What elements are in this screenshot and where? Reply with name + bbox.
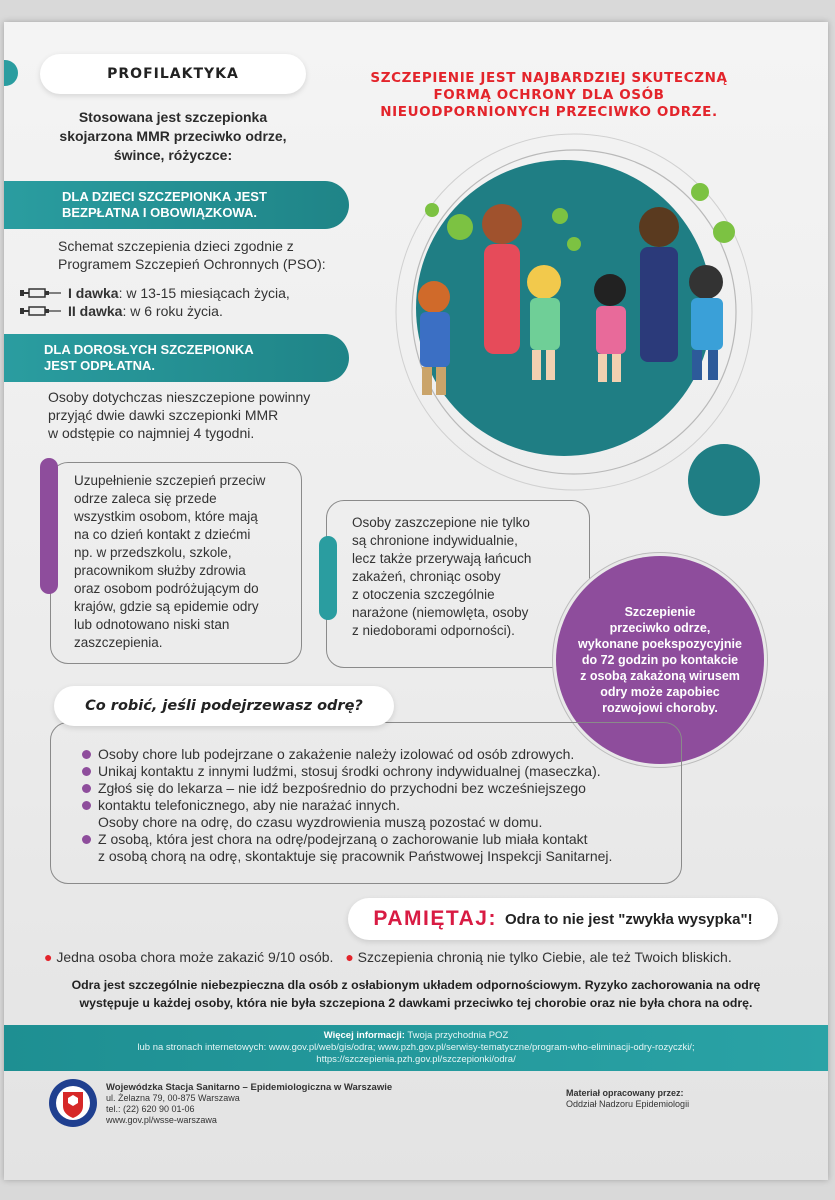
adults-paid-banner: DLA DOROSŁYCH SZCZEPIONKA JEST ODPŁATNA.: [4, 334, 349, 382]
list-item: kontaktu telefonicznego, aby nie narażać innych. Osoby chore na odrę, do czasu wyzdrowienia muszą pozostać w domu.: [80, 797, 680, 831]
syringe-icon: [18, 305, 62, 317]
website-link[interactable]: www.gov.pl/wsse-warszawa: [106, 1115, 217, 1125]
dose-list: [18, 284, 348, 320]
more-info-band: Więcej informacji: Twoja przychodnia POZ lub na stronach internetowych: www.gov.pl/web/gis/odra; www.pzh.gov.pl/serwisy-tematyczne/program-who-eliminacji-odry-rozyczki/; https://szczepienia.pzh.gov.pl/szczepionki/odra/: [4, 1025, 828, 1071]
suspect-list: [80, 746, 680, 865]
poster-sheet: [4, 22, 828, 1180]
facts-row: ● Jedna osoba chora może zakazić 9/10 osób. ● Szczepienia chronią nie tylko Ciebie, ale też Twoich bliskich.: [44, 949, 732, 965]
dose-2-row: II dawka : w 6 roku życia.: [18, 302, 348, 320]
schedule-text: Schemat szczepienia dzieci zgodnie z Programem Szczepień Ochronnych (PSO):: [58, 238, 326, 272]
list-item: Osoby chore lub podejrzane o zakażenie należy izolować od osób zdrowych.: [80, 746, 680, 763]
children-illustration: [374, 132, 784, 492]
prevention-title: PROFILAKTYKA: [40, 54, 306, 94]
wsse-logo-icon: [48, 1078, 98, 1128]
prepared-by: Materiał opracowany przez: Oddział Nadzoru Epidemiologii: [566, 1088, 690, 1109]
info-link-pzh[interactable]: https://szczepienia.pzh.gov.pl/szczepionki/odra/: [316, 1054, 516, 1065]
adults-text: Osoby dotychczas nieszczepione powinny przyjąć dwie dawki szczepionki MMR w odstępie co najmniej 4 tygodni.: [48, 389, 311, 441]
list-item: Zgłoś się do lekarza – nie idź bezpośrednio do przychodni bez wcześniejszego: [80, 780, 680, 797]
dose-1-row: I dawka : w 13-15 miesiącach życia,: [18, 284, 348, 302]
suspect-title: Co robić, jeśli podejrzewasz odrę?: [54, 686, 394, 726]
herd-immunity-text: Osoby zaszczepione nie tylko są chronione indywidualnie, lecz także przerywają łańcuch zakażeń, chroniąc osoby z otoczenia szczególnie narażone (niemowlęta, osoby z niedoborami odporności).: [352, 515, 532, 638]
teal-accent-bar: [319, 536, 337, 620]
syringe-icon: [18, 287, 62, 299]
info-links[interactable]: lub na stronach internetowych: www.gov.pl/web/gis/odra; www.pzh.gov.pl/serwisy-tematyczne/program-who-eliminacji-odry-rozyczki/;: [137, 1042, 695, 1053]
purple-accent-bar: [40, 458, 58, 594]
children-free-banner: DLA DZIECI SZCZEPIONKA JEST BEZPŁATNA I OBOWIĄZKOWA.: [4, 181, 349, 229]
headline: SZCZEPIENIE JEST NAJBARDZIEJ SKUTECZNĄ FORMĄ OCHRONY DLA OSÓB NIEUODPORNIONYCH PRZECIWKO ODRZE.: [370, 70, 728, 120]
red-bullet-icon: ●: [345, 949, 354, 965]
teal-dot-decoration: [688, 444, 760, 516]
list-item: Unikaj kontaktu z innymi ludźmi, stosuj środki ochrony indywidualnej (maseczka).: [80, 763, 680, 780]
list-item: Z osobą, która jest chora na odrę/podejrzaną o zachorowanie lub miała kontakt z osobą chorą na odrę, skontaktuje się pracownik Państwowej Inspekcji Sanitarnej.: [80, 831, 680, 865]
teal-tab-decoration: [4, 60, 18, 86]
organization-info: Wojewódzka Stacja Sanitarno – Epidemiologiczna w Warszawie ul. Żelazna 79, 00-875 Warszawa tel.: (22) 620 90 01-06 www.gov.pl/wsse-warszawa: [106, 1082, 466, 1126]
remember-banner: PAMIĘTAJ: Odra to nie jest "zwykła wysypka"!: [348, 898, 778, 940]
risk-warning: Odra jest szczególnie niebezpieczna dla osób z osłabionym układem odpornościowym. Ryzyko zachorowania na odrę występuje u każdej osoby, która nie była szczepiona 2 dawkami przeciwko tej chorobie oraz nie była chora na odrę.: [71, 978, 761, 1010]
post-exposure-circle: Szczepienie przeciwko odrze, wykonane poekspozycyjnie do 72 godzin po kontakcie z osobą zakażoną wirusem odry może zapobiec rozwojowi choroby.: [556, 556, 764, 764]
recommendation-text: Uzupełnienie szczepień przeciw odrze zaleca się przede wszystkim osobom, które mają na co dzień kontakt z dziećmi np. w przedszkolu, szkole, pracownikom służby zdrowia oraz osobom podróżującym do krajów, gdzie są epidemie odry lub odnotowano niski stan zaszczepienia.: [74, 473, 266, 650]
vaccine-intro: Stosowana jest szczepionka skojarzona MMR przeciwko odrze, śwince, różyczce:: [59, 109, 287, 163]
red-bullet-icon: ●: [44, 949, 53, 965]
